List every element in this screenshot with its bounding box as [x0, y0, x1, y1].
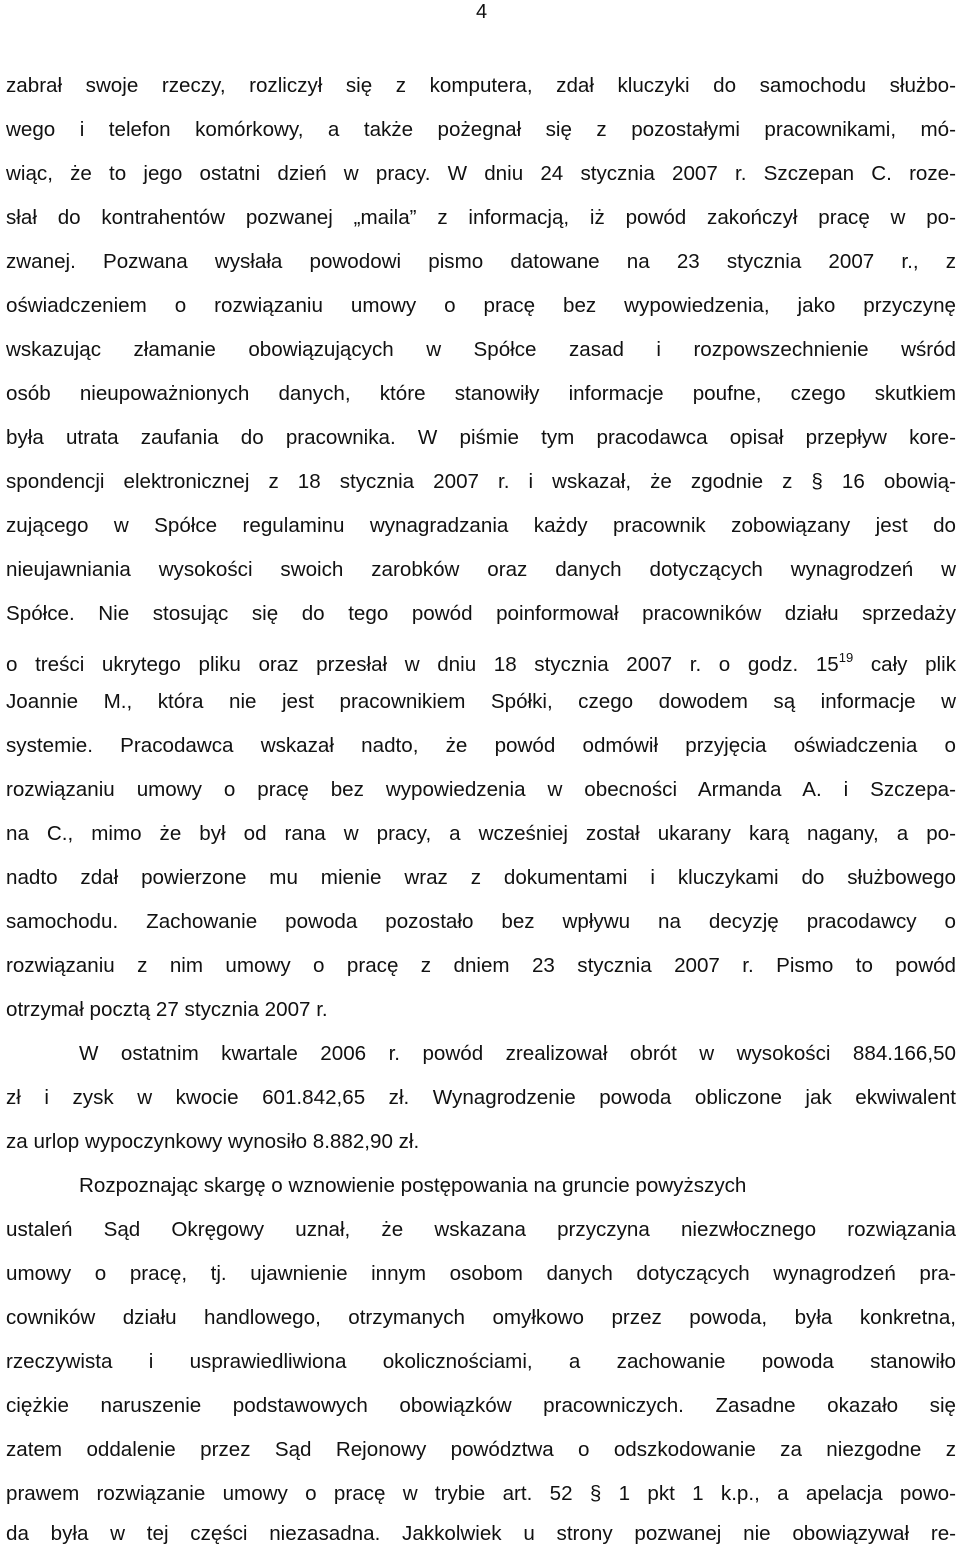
text-line: systemie. Pracodawca wskazał nadto, że powód odmówił przyjęcia oświadczenia o [6, 734, 956, 757]
text-line: wiąc, że to jego ostatni dzień w pracy. W dniu 24 stycznia 2007 r. Szczepan C. roze- [6, 162, 956, 185]
text-line: zabrał swoje rzeczy, rozliczył się z komputera, zdał kluczyki do samochodu służbo- [6, 74, 956, 97]
paragraph-first-line: Rozpoznając skargę o wznowienie postępowania na gruncie powyższych [79, 1174, 747, 1197]
text-line: rzeczywista i usprawiedliwiona okolicznościami, a zachowanie powoda stanowiło [6, 1350, 956, 1373]
text-line: zł i zysk w kwocie 601.842,65 zł. Wynagrodzenie powoda obliczone jak ekwiwalent [6, 1086, 956, 1109]
text-segment: cały plik [853, 653, 956, 676]
text-line: spondencji elektronicznej z 18 stycznia 2007 r. i wskazał, że zgodnie z § 16 obowią- [6, 470, 956, 493]
text-line: wego i telefon komórkowy, a także pożegnał się z pozostałymi pracownikami, mó- [6, 118, 956, 141]
text-line: ustaleń Sąd Okręgowy uznał, że wskazana przyczyna niezwłocznego rozwiązania [6, 1218, 956, 1241]
text-line: wskazując złamanie obowiązujących w Spółce zasad i rozpowszechnienie wśród [6, 338, 956, 361]
text-line: umowy o pracę, tj. ujawnienie innym osobom danych dotyczących wynagrodzeń pra- [6, 1262, 956, 1285]
text-line: osób nieupoważnionych danych, które stanowiły informacje poufne, czego skutkiem [6, 382, 956, 405]
text-line: słał do kontrahentów pozwanej „maila” z informacją, iż powód zakończył pracę w po- [6, 206, 956, 229]
text-line: na C., mimo że był od rana w pracy, a wcześniej został ukarany karą nagany, a po- [6, 822, 956, 845]
text-line: rozwiązaniu z nim umowy o pracę z dniem 23 stycznia 2007 r. Pismo to powód [6, 954, 956, 977]
text-line: zatem oddalenie przez Sąd Rejonowy powództwa o odszkodowanie za niezgodne z [6, 1438, 956, 1461]
text-line: da była w tej części niezasadna. Jakkolwiek u strony pozwanej nie obowiązywał re- [6, 1522, 956, 1545]
text-segment: o treści ukrytego pliku oraz przesłał w dniu 18 stycznia 2007 r. o godz. 15 [6, 653, 839, 676]
text-line: prawem rozwiązanie umowy o pracę w trybie art. 52 § 1 pkt 1 k.p., a apelacja powo- [6, 1482, 956, 1505]
text-line: za urlop wypoczynkowy wynosiło 8.882,90 zł. [6, 1130, 420, 1153]
paragraph-first-line: W ostatnim kwartale 2006 r. powód zrealizował obrót w wysokości 884.166,50 [79, 1042, 956, 1065]
text-line: Spółce. Nie stosując się do tego powód poinformował pracowników działu sprzedaży [6, 602, 956, 625]
text-line: oświadczeniem o rozwiązaniu umowy o pracę bez wypowiedzenia, jako przyczynę [6, 294, 956, 317]
text-line: zującego w Spółce regulaminu wynagradzania każdy pracownik zobowiązany jest do [6, 514, 956, 537]
text-line: była utrata zaufania do pracownika. W piśmie tym pracodawca opisał przepływ kore- [6, 426, 956, 449]
text-line-with-superscript [6, 644, 956, 679]
text-line: Joannie M., która nie jest pracownikiem Spółki, czego dowodem są informacje w [6, 690, 956, 713]
text-line: rozwiązaniu umowy o pracę bez wypowiedzenia w obecności Armanda A. i Szczepa- [6, 778, 956, 801]
text-line: nadto zdał powierzone mu mienie wraz z dokumentami i kluczykami do służbowego [6, 866, 956, 889]
text-line: otrzymał pocztą 27 stycznia 2007 r. [6, 998, 328, 1021]
text-line: nieujawniania wysokości swoich zarobków oraz danych dotyczących wynagrodzeń w [6, 558, 956, 581]
text-line: zwanej. Pozwana wysłała powodowi pismo datowane na 23 stycznia 2007 r., z [6, 250, 956, 273]
text-line: ciężkie naruszenie podstawowych obowiązków pracowniczych. Zasadne okazało się [6, 1394, 956, 1417]
time-superscript: 19 [838, 650, 854, 665]
text-line: samochodu. Zachowanie powoda pozostało bez wpływu na decyzję pracodawcy o [6, 910, 956, 933]
text-line: cowników działu handlowego, otrzymanych omyłkowo przez powoda, była konkretna, [6, 1306, 956, 1329]
page-number: 4 [476, 1, 488, 23]
